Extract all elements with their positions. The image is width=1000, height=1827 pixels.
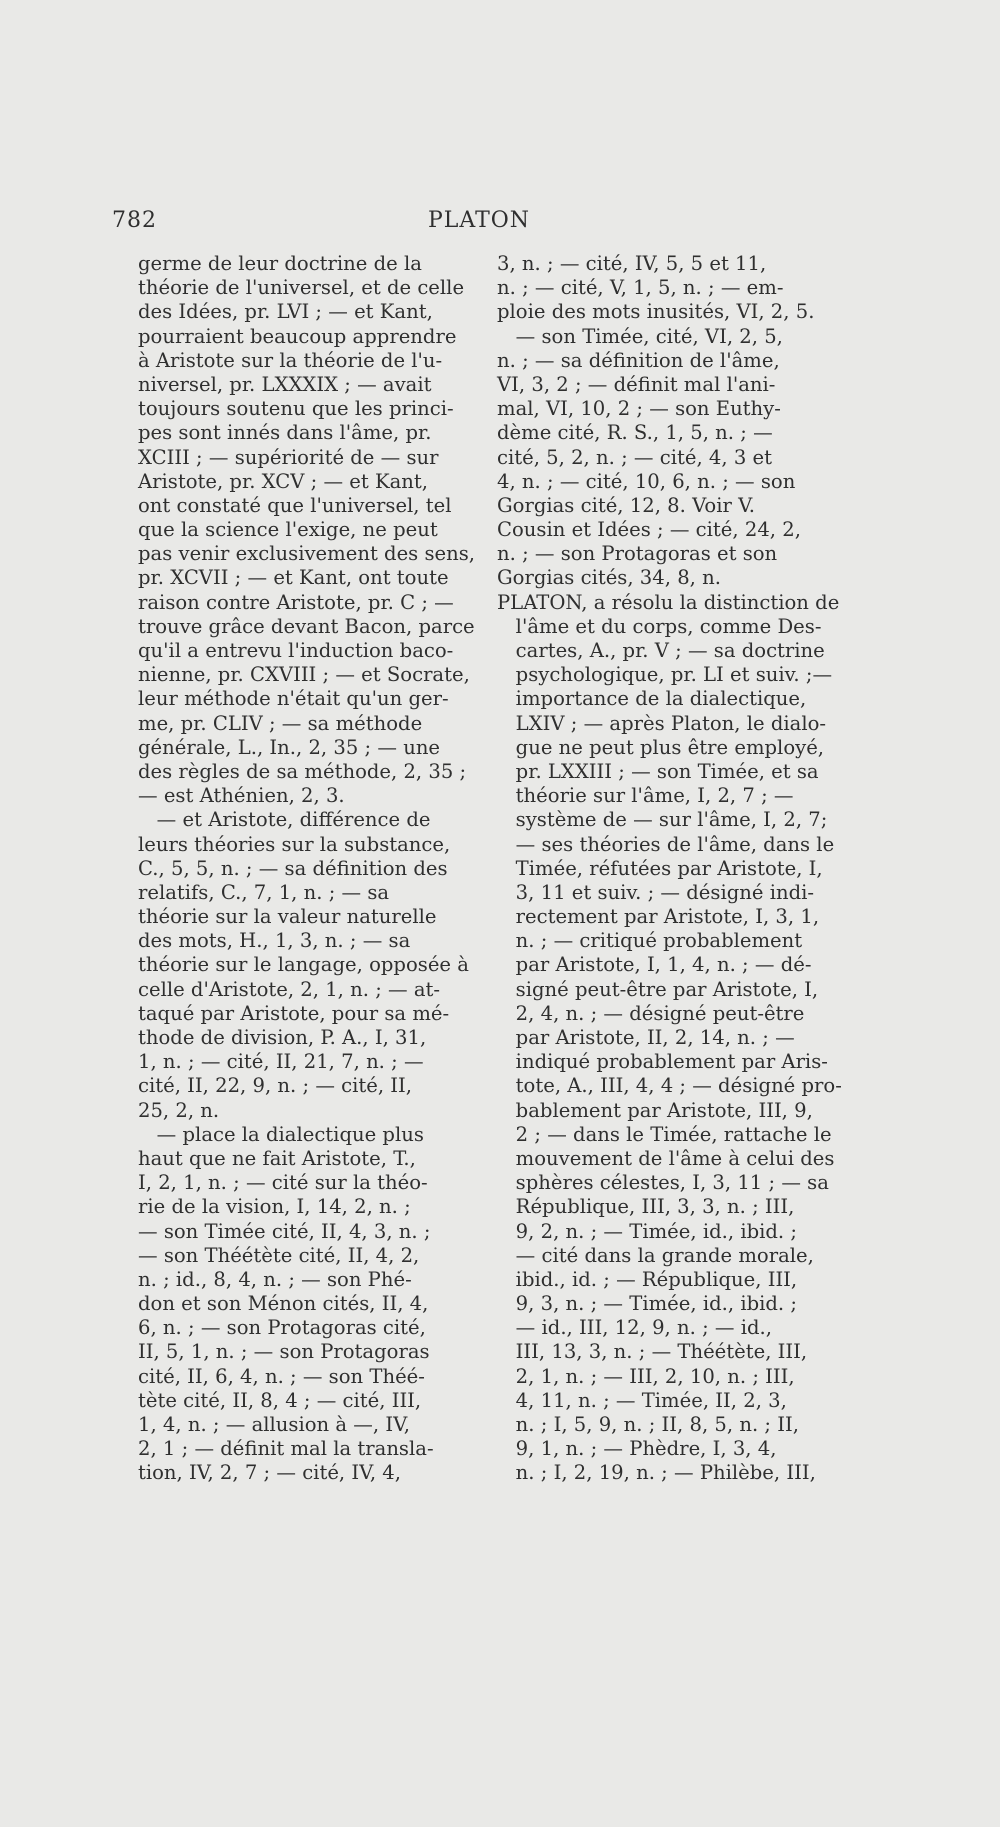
text-line: 9, 1, n. ; — Phèdre, I, 3, 4,	[497, 1437, 777, 1461]
running-title: PLATON	[428, 208, 531, 233]
text-line: Aristote, pr. XCV ; — et Kant,	[138, 469, 429, 493]
text-line: — son Théétète cité, II, 4, 2,	[138, 1243, 420, 1267]
text-line: — et Aristote, différence de	[138, 808, 431, 832]
text-line: théorie sur la valeur naturelle	[138, 905, 437, 929]
text-line: 3, n. ; — cité, IV, 5, 5 et 11,	[497, 252, 767, 275]
page-header	[0, 208, 1000, 238]
text-line: germe de leur doctrine de la	[138, 252, 422, 275]
text-line: toujours soutenu que les princi-	[138, 397, 454, 421]
text-line: Gorgias cité, 12, 8. Voir V.	[497, 493, 756, 517]
text-line: 2, 1, n. ; — III, 2, 10, n. ; III,	[497, 1364, 795, 1388]
text-line: 2 ; — dans le Timée, rattache le	[497, 1122, 832, 1146]
text-line: 1, 4, n. ; — allusion à —, IV,	[138, 1413, 411, 1436]
text-line: LXIV ; — après Platon, le dialo-	[497, 711, 827, 735]
text-line: I, 2, 1, n. ; — cité sur la théo-	[138, 1171, 428, 1195]
text-line: Gorgias cités, 34, 8, n.	[497, 566, 721, 590]
text-line: pas venir exclusivement des sens,	[138, 542, 476, 566]
text-line: thode de division, P. A., I, 31,	[138, 1026, 427, 1049]
text-line: par Aristote, II, 2, 14, n. ; —	[497, 1026, 795, 1049]
text-line: pr. LXXIII ; — son Timée, et sa	[497, 759, 819, 783]
text-line: cité, II, 22, 9, n. ; — cité, II,	[138, 1074, 413, 1098]
text-line: niversel, pr. LXXXIX ; — avait	[138, 372, 432, 396]
text-line: dème cité, R. S., 1, 5, n. ; —	[497, 421, 773, 445]
text-line: 25, 2, n.	[138, 1098, 220, 1122]
text-line: ibid., id. ; — République, III,	[497, 1267, 798, 1291]
text-line: bablement par Aristote, III, 9,	[497, 1098, 813, 1122]
right-column	[497, 252, 851, 1486]
text-line: pourraient beaucoup apprendre	[138, 324, 457, 348]
text-line: 9, 2, n. ; — Timée, id., ibid. ;	[497, 1219, 797, 1243]
text-line: sphères célestes, I, 3, 11 ; — sa	[497, 1171, 829, 1195]
text-line: rectement par Aristote, I, 3, 1,	[497, 905, 820, 929]
text-line: n. ; id., 8, 4, n. ; — son Phé-	[138, 1267, 412, 1291]
text-line: ont constaté que l'universel, tel	[138, 493, 452, 517]
text-line: XCIII ; — supériorité de — sur	[138, 445, 439, 469]
text-line: PLATON, a résolu la distinction de	[497, 590, 840, 614]
text-line: cité, 5, 2, n. ; — cité, 4, 3 et	[497, 445, 772, 469]
text-line: République, III, 3, 3, n. ; III,	[497, 1195, 795, 1219]
left-column	[138, 252, 476, 1486]
page-number: 782	[112, 208, 157, 233]
text-line: pes sont innés dans l'âme, pr.	[138, 421, 432, 445]
text-line: n. ; — sa définition de l'âme,	[497, 348, 780, 372]
text-line: leurs théories sur la substance,	[138, 832, 451, 856]
text-line: nienne, pr. CXVIII ; — et Socrate,	[138, 663, 470, 687]
text-line: III, 13, 3, n. ; — Théétète, III,	[497, 1340, 808, 1364]
text-line: relatifs, C., 7, 1, n. ; — sa	[138, 880, 390, 904]
text-line: théorie de l'universel, et de celle	[138, 276, 465, 300]
text-line: des règles de sa méthode, 2, 35 ;	[138, 759, 467, 783]
text-line: système de — sur l'âme, I, 2, 7;	[497, 808, 828, 832]
text-line: trouve grâce devant Bacon, parce	[138, 614, 475, 638]
text-line: mouvement de l'âme à celui des	[497, 1146, 835, 1170]
text-line: tion, IV, 2, 7 ; — cité, IV, 4,	[138, 1461, 401, 1485]
text-line: tote, A., III, 4, 4 ; — désigné pro-	[497, 1074, 842, 1098]
text-line: des mots, H., 1, 3, n. ; — sa	[138, 929, 411, 953]
text-line: cartes, A., pr. V ; — sa doctrine	[497, 639, 825, 662]
text-line: qu'il a entrevu l'induction baco-	[138, 639, 454, 662]
text-line: cité, II, 6, 4, n. ; — son Théé-	[138, 1364, 425, 1388]
text-line: que la science l'exige, ne peut	[138, 518, 438, 542]
text-line: 4, n. ; — cité, 10, 6, n. ; — son	[497, 469, 796, 493]
text-line: 9, 3, n. ; — Timée, id., ibid. ;	[497, 1292, 797, 1316]
text-line: raison contre Aristote, pr. C ; —	[138, 590, 454, 614]
text-line: Timée, réfutées par Aristote, I,	[497, 856, 823, 880]
text-line: générale, L., In., 2, 35 ; — une	[138, 735, 441, 759]
text-line: — ses théories de l'âme, dans le	[497, 832, 835, 856]
text-line: gue ne peut plus être employé,	[497, 735, 825, 759]
text-line: psychologique, pr. LI et suiv. ;—	[497, 663, 833, 687]
text-line: par Aristote, I, 1, 4, n. ; — dé-	[497, 953, 812, 977]
text-line: à Aristote sur la théorie de l'u-	[138, 348, 443, 372]
text-line: l'âme et du corps, comme Des-	[497, 614, 822, 638]
text-line: indiqué probablement par Aris-	[497, 1050, 828, 1074]
text-line: n. ; — son Protagoras et son	[497, 542, 778, 566]
text-line: signé peut-être par Aristote, I,	[497, 977, 819, 1001]
text-line: — son Timée, cité, VI, 2, 5,	[497, 324, 783, 348]
text-line: Cousin et Idées ; — cité, 24, 2,	[497, 518, 801, 542]
text-line: — id., III, 12, 9, n. ; — id.,	[497, 1316, 772, 1340]
text-line: des Idées, pr. LVI ; — et Kant,	[138, 300, 433, 324]
text-line: don et son Ménon cités, II, 4,	[138, 1292, 429, 1316]
text-line: théorie sur le langage, opposée à	[138, 953, 469, 977]
text-line: II, 5, 1, n. ; — son Protagoras	[138, 1340, 430, 1364]
text-line: ploie des mots inusités, VI, 2, 5.	[497, 300, 815, 324]
text-line: n. ; I, 2, 19, n. ; — Philèbe, III,	[497, 1461, 816, 1485]
text-line: tète cité, II, 8, 4 ; — cité, III,	[138, 1388, 422, 1412]
text-line: 6, n. ; — son Protagoras cité,	[138, 1316, 426, 1340]
text-line: 4, 11, n. ; — Timée, II, 2, 3,	[497, 1388, 787, 1412]
text-line: 1, n. ; — cité, II, 21, 7, n. ; —	[138, 1050, 424, 1074]
text-line: 2, 4, n. ; — désigné peut-être	[497, 1001, 805, 1025]
text-line: — place la dialectique plus	[138, 1122, 424, 1146]
text-line: celle d'Aristote, 2, 1, n. ; — at-	[138, 977, 441, 1001]
text-line: — son Timée cité, II, 4, 3, n. ;	[138, 1219, 431, 1243]
text-line: — cité dans la grande morale,	[497, 1243, 814, 1267]
text-line: n. ; — cité, V, 1, 5, n. ; — em-	[497, 276, 784, 300]
text-line: 2, 1 ; — définit mal la transla-	[138, 1437, 434, 1461]
text-line: n. ; — critiqué probablement	[497, 929, 803, 953]
text-line: importance de la dialectique,	[497, 687, 807, 711]
text-line: 3, 11 et suiv. ; — désigné indi-	[497, 880, 815, 904]
text-line: rie de la vision, I, 14, 2, n. ;	[138, 1195, 411, 1219]
text-line: — est Athénien, 2, 3.	[138, 784, 345, 808]
text-line: pr. XCVII ; — et Kant, ont toute	[138, 566, 449, 590]
text-line: leur méthode n'était qu'un ger-	[138, 687, 449, 711]
text-line: haut que ne fait Aristote, T.,	[138, 1146, 416, 1170]
text-line: n. ; I, 5, 9, n. ; II, 8, 5, n. ; II,	[497, 1413, 799, 1436]
text-line: taqué par Aristote, pour sa mé-	[138, 1001, 450, 1025]
text-line: VI, 3, 2 ; — définit mal l'ani-	[497, 372, 776, 396]
text-line: mal, VI, 10, 2 ; — son Euthy-	[497, 397, 781, 421]
text-line: me, pr. CLIV ; — sa méthode	[138, 711, 423, 735]
text-line: C., 5, 5, n. ; — sa définition des	[138, 856, 448, 880]
text-line: théorie sur l'âme, I, 2, 7 ; —	[497, 784, 794, 808]
